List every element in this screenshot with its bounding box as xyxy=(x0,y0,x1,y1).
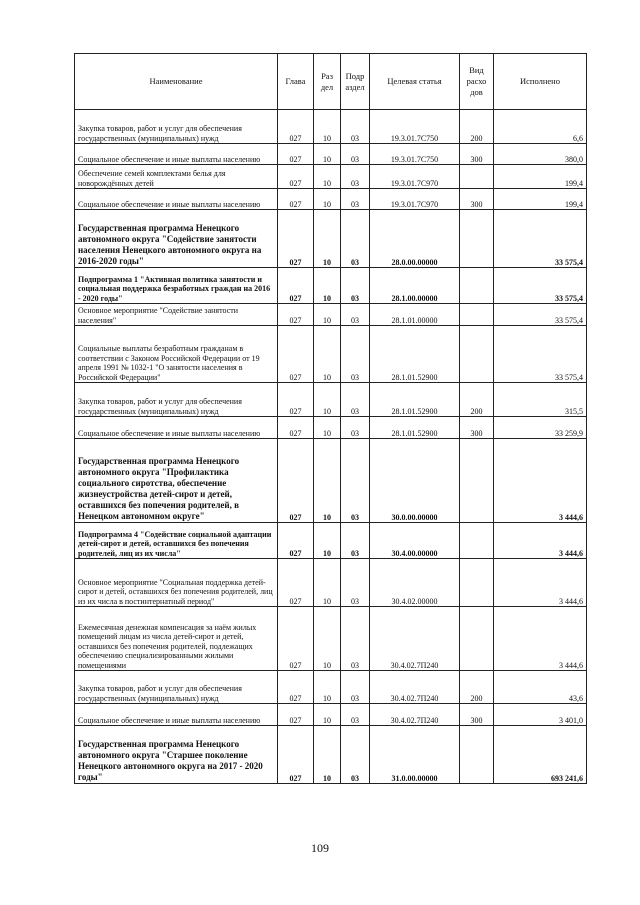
row-target-item: 30.0.00.00000 xyxy=(370,439,460,523)
row-expense-type xyxy=(460,726,494,784)
row-section: 10 xyxy=(314,559,341,607)
row-target-item: 28.0.00.00000 xyxy=(370,210,460,268)
row-section: 10 xyxy=(314,326,341,383)
row-chapter: 027 xyxy=(278,304,314,326)
row-expense-type xyxy=(460,210,494,268)
row-executed: 33 575,4 xyxy=(494,304,587,326)
row-target-item: 19.3.01.7С750 xyxy=(370,110,460,144)
row-chapter: 027 xyxy=(278,726,314,784)
row-name: Основное мероприятие "Содействие занятости населения" xyxy=(75,304,278,326)
table-row xyxy=(75,559,587,607)
table-row xyxy=(75,165,587,189)
row-section: 10 xyxy=(314,210,341,268)
row-name: Государственная программа Ненецкого автономного округа "Содействие занятости населения Ненецкого автономного округа на 2016-2020 годы" xyxy=(75,210,278,268)
row-section: 10 xyxy=(314,726,341,784)
row-name: Закупка товаров, работ и услуг для обеспечения государственных (муниципальных) нужд xyxy=(75,110,278,144)
row-expense-type: 200 xyxy=(460,671,494,704)
row-expense-type xyxy=(460,304,494,326)
row-name: Закупка товаров, работ и услуг для обеспечения государственных (муниципальных) нужд xyxy=(75,671,278,704)
table-row xyxy=(75,210,587,268)
table-header-row xyxy=(75,54,587,110)
row-section: 10 xyxy=(314,704,341,726)
row-section: 10 xyxy=(314,144,341,165)
row-chapter: 027 xyxy=(278,439,314,523)
row-name: Социальное обеспечение и иные выплаты населению xyxy=(75,704,278,726)
row-chapter: 027 xyxy=(278,523,314,559)
row-executed: 199,4 xyxy=(494,189,587,210)
table-row xyxy=(75,304,587,326)
row-expense-type xyxy=(460,523,494,559)
row-chapter: 027 xyxy=(278,189,314,210)
row-chapter: 027 xyxy=(278,268,314,304)
table-row xyxy=(75,439,587,523)
table-row xyxy=(75,144,587,165)
row-subsection: 03 xyxy=(341,439,370,523)
header-name: Наименование xyxy=(75,54,278,110)
row-expense-type xyxy=(460,268,494,304)
table-row xyxy=(75,110,587,144)
row-chapter: 027 xyxy=(278,326,314,383)
table-row xyxy=(75,268,587,304)
row-chapter: 027 xyxy=(278,417,314,439)
row-target-item: 30.4.02.7П240 xyxy=(370,607,460,671)
header-expense-type: Вид расхо дов xyxy=(460,54,494,110)
row-expense-type xyxy=(460,165,494,189)
table-row xyxy=(75,523,587,559)
row-expense-type xyxy=(460,326,494,383)
row-expense-type xyxy=(460,607,494,671)
row-section: 10 xyxy=(314,671,341,704)
row-expense-type xyxy=(460,439,494,523)
row-expense-type xyxy=(460,559,494,607)
row-section: 10 xyxy=(314,523,341,559)
table-row xyxy=(75,189,587,210)
row-name: Социальное обеспечение и иные выплаты населению xyxy=(75,144,278,165)
table-row xyxy=(75,326,587,383)
row-target-item: 30.4.00.00000 xyxy=(370,523,460,559)
table-row xyxy=(75,671,587,704)
row-executed: 3 444,6 xyxy=(494,523,587,559)
row-target-item: 28.1.01.00000 xyxy=(370,304,460,326)
row-chapter: 027 xyxy=(278,671,314,704)
row-expense-type: 300 xyxy=(460,704,494,726)
row-section: 10 xyxy=(314,439,341,523)
row-expense-type: 300 xyxy=(460,189,494,210)
row-name: Социальное обеспечение и иные выплаты населению xyxy=(75,417,278,439)
row-subsection: 03 xyxy=(341,210,370,268)
row-name: Обеспечение семей комплектами белья для новорождённых детей xyxy=(75,165,278,189)
row-chapter: 027 xyxy=(278,144,314,165)
row-subsection: 03 xyxy=(341,383,370,417)
row-executed: 33 575,4 xyxy=(494,326,587,383)
row-section: 10 xyxy=(314,189,341,210)
row-subsection: 03 xyxy=(341,304,370,326)
row-subsection: 03 xyxy=(341,144,370,165)
row-target-item: 19.3.01.7С970 xyxy=(370,165,460,189)
row-section: 10 xyxy=(314,417,341,439)
row-executed: 43,6 xyxy=(494,671,587,704)
row-executed: 33 575,4 xyxy=(494,268,587,304)
row-executed: 3 401,0 xyxy=(494,704,587,726)
row-subsection: 03 xyxy=(341,671,370,704)
row-target-item: 28.1.00.00000 xyxy=(370,268,460,304)
row-chapter: 027 xyxy=(278,110,314,144)
row-target-item: 19.3.01.7С970 xyxy=(370,189,460,210)
row-expense-type: 300 xyxy=(460,417,494,439)
page-number: 109 xyxy=(311,841,329,855)
row-target-item: 31.0.00.00000 xyxy=(370,726,460,784)
table-row xyxy=(75,607,587,671)
row-target-item: 30.4.02.00000 xyxy=(370,559,460,607)
table-row xyxy=(75,383,587,417)
table-row xyxy=(75,726,587,784)
row-target-item: 30.4.02.7П240 xyxy=(370,704,460,726)
row-subsection: 03 xyxy=(341,607,370,671)
row-executed: 693 241,6 xyxy=(494,726,587,784)
row-subsection: 03 xyxy=(341,704,370,726)
row-executed: 33 575,4 xyxy=(494,210,587,268)
row-chapter: 027 xyxy=(278,210,314,268)
header-target-item: Целевая статья xyxy=(370,54,460,110)
row-chapter: 027 xyxy=(278,165,314,189)
row-name: Закупка товаров, работ и услуг для обеспечения государственных (муниципальных) нужд xyxy=(75,383,278,417)
row-executed: 3 444,6 xyxy=(494,559,587,607)
row-name: Подпрограмма 1 "Активная политика занятости и социальная поддержка безработных граждан на 2016 - 2020 годы" xyxy=(75,268,278,304)
row-subsection: 03 xyxy=(341,165,370,189)
row-section: 10 xyxy=(314,165,341,189)
row-chapter: 027 xyxy=(278,383,314,417)
row-section: 10 xyxy=(314,383,341,417)
row-subsection: 03 xyxy=(341,559,370,607)
header-chapter: Глава xyxy=(278,54,314,110)
budget-execution-table xyxy=(74,53,587,784)
row-executed: 6,6 xyxy=(494,110,587,144)
row-section: 10 xyxy=(314,304,341,326)
row-executed: 199,4 xyxy=(494,165,587,189)
row-subsection: 03 xyxy=(341,189,370,210)
row-subsection: 03 xyxy=(341,110,370,144)
row-subsection: 03 xyxy=(341,417,370,439)
row-target-item: 19.3.01.7С750 xyxy=(370,144,460,165)
row-expense-type: 300 xyxy=(460,144,494,165)
row-section: 10 xyxy=(314,268,341,304)
row-name: Социальное обеспечение и иные выплаты населению xyxy=(75,189,278,210)
row-chapter: 027 xyxy=(278,607,314,671)
row-executed: 315,5 xyxy=(494,383,587,417)
row-executed: 380,0 xyxy=(494,144,587,165)
row-subsection: 03 xyxy=(341,726,370,784)
row-subsection: 03 xyxy=(341,326,370,383)
row-name: Подпрограмма 4 "Содействие социальной адаптации детей-сирот и детей, оставшихся без попечения родителей, лиц из их числа" xyxy=(75,523,278,559)
row-section: 10 xyxy=(314,110,341,144)
row-executed: 3 444,6 xyxy=(494,439,587,523)
row-executed: 3 444,6 xyxy=(494,607,587,671)
row-expense-type: 200 xyxy=(460,383,494,417)
table-row xyxy=(75,417,587,439)
row-name: Социальные выплаты безработным гражданам в соответствии с Законом Российской Федерации от 19 апреля 1991 № 1032-1 "О занятости населения в Российской Федерации" xyxy=(75,326,278,383)
row-target-item: 28.1.01.52900 xyxy=(370,417,460,439)
row-section: 10 xyxy=(314,607,341,671)
header-executed: Исполнено xyxy=(494,54,587,110)
row-chapter: 027 xyxy=(278,559,314,607)
row-subsection: 03 xyxy=(341,523,370,559)
table-row xyxy=(75,704,587,726)
row-target-item: 28.1.01.52900 xyxy=(370,383,460,417)
header-subsection: Подр аздел xyxy=(341,54,370,110)
row-expense-type: 200 xyxy=(460,110,494,144)
row-name: Ежемесячная денежная компенсация за наём жилых помещений лицам из числа детей-сирот и детей, оставшихся без попечения родителей, подлежащих обеспечению специализированными жилыми помещениями xyxy=(75,607,278,671)
row-name: Основное мероприятие "Социальная поддержка детей-сирот и детей, оставшихся без попечения родителей, лиц из их числа в постинтернатный период" xyxy=(75,559,278,607)
row-chapter: 027 xyxy=(278,704,314,726)
row-executed: 33 259,9 xyxy=(494,417,587,439)
header-section: Раз дел xyxy=(314,54,341,110)
row-target-item: 30.4.02.7П240 xyxy=(370,671,460,704)
row-name: Государственная программа Ненецкого автономного округа "Старшее поколение Ненецкого автономного округа на 2017 - 2020 годы" xyxy=(75,726,278,784)
row-name: Государственная программа Ненецкого автономного округа "Профилактика социального сиротства, обеспечение жизнеустройства детей-сирот и детей, оставшихся без попечения родителей, в Ненецком автономном округе" xyxy=(75,439,278,523)
row-target-item: 28.1.01.52900 xyxy=(370,326,460,383)
row-subsection: 03 xyxy=(341,268,370,304)
